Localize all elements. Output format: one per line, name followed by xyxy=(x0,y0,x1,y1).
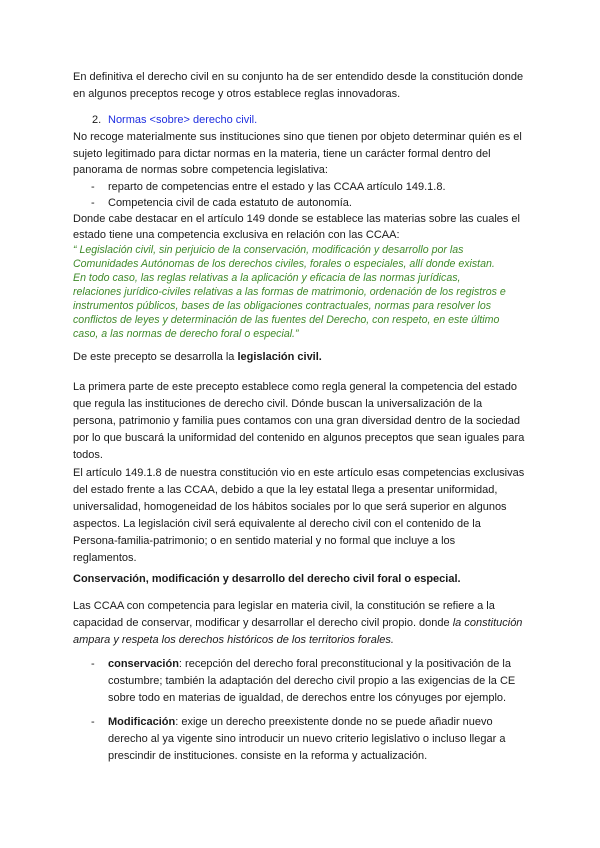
list-item-text: Competencia civil de cada estatuto de autonomía. xyxy=(108,196,352,209)
text: De este precepto se desarrolla la xyxy=(73,350,238,363)
subheading: Conservación, modificación y desarrollo del derecho civil foral o especial. xyxy=(73,572,461,585)
paragraph-normas: No recoge materialmente sus instituciones sino que tienen por objeto determinar quién es el sujeto legitimado para dictar normas en la materia, tiene un carácter formal dentro del panorama de normas sobre competencia legislativa: xyxy=(73,131,522,176)
paragraph-articulo-149: Donde cabe destacar en el artículo 149 donde se establece las materias sobre las cuales el estado tiene una competencia exclusiva en relación con las CCAA: xyxy=(73,212,520,241)
paragraph-intro: En definitiva el derecho civil en su conjunto ha de ser entendido desde la constitución donde en algunos preceptos recoge y otros establece reglas innovadoras. xyxy=(73,71,524,100)
section-number: 2. xyxy=(92,114,102,126)
list-item xyxy=(91,656,593,707)
section-title: Normas <sobre> derecho civil. xyxy=(108,114,258,126)
list-item-text: reparto de competencias entre el estado y las CCAA artículo 149.1.8. xyxy=(108,180,446,193)
list-item xyxy=(91,714,593,765)
list-item-text: : exige un derecho preexistente donde no se puede añadir nuevo derecho al ya vigente sino introducir un nuevo criterio legislativo o incluso llegar a prescindir de instituciones. consiste en la reforma y actualización. xyxy=(108,715,506,762)
bold-text: legislación civil. xyxy=(237,350,322,363)
paragraph-primera-parte: La primera parte de este precepto establece como regla general la competencia del estado que regula las instituciones de derecho civil. Dónde buscan la universalización de la persona, patrimonio y familia pues contamos con una gran diversidad dentro de la sociedad por lo que buscará la uniformidad del contenido en algunos preceptos que sean iguales para todos. xyxy=(73,380,525,461)
list-item xyxy=(91,179,593,195)
list-item-text: : recepción del derecho foral preconstitucional y la positivación de la costumbre; también la adaptación del derecho civil propio a las exigencias de la CE sobre todo en materias de igualdad, de derechos entre los cónyuges por ejemplo. xyxy=(108,657,516,704)
text: Las CCAA con competencia para legislar en materia civil, la constitución se refiere a la capacidad de conservar, modificar y desarrollar el derecho civil propio. donde xyxy=(73,599,495,629)
list-item xyxy=(91,195,593,211)
bullet-dash: - xyxy=(91,196,95,209)
paragraph-precepto xyxy=(73,349,593,366)
bullet-dash: - xyxy=(91,180,95,193)
paragraph-ccaa xyxy=(73,598,593,649)
legal-quote: “ Legislación civil, sin perjuicio de la conservación, modificación y desarrollo por las Comunidades Autónomas de los derechos civiles, forales o especiales, allí donde existan. En todo caso, las reglas relativas a la aplicación y eficacia de las normas jurídicas, relaciones jurídico-civiles relativas a las formas de matrimonio, ordenación de los registros e instrumentos públicos, bases de las obligaciones contractuales, normas para resolver los conflictos de leyes y determinación de las fuentes del Derecho, con respeto, en este último caso, a las normas de derecho foral o especial.” xyxy=(73,243,506,340)
italic-text: la constitución ampara y respeta los derechos históricos de los territorios forales. xyxy=(73,616,523,646)
section-heading-2 xyxy=(92,112,593,129)
paragraph-articulo-149-1-8: El artículo 149.1.8 de nuestra constitución vio en este artículo esas competencias exclusivas del estado frente a las CCAA, debido a que la ley estatal llega a presentar uniformidad, universalidad, homogeneidad de los hábitos sociales por lo que será superior en algunos aspectos. La legislación civil será equivalente al derecho civil con el contenido de la Persona-familia-patrimonio; o en sentido material y no formal que incluye a los reglamentos. xyxy=(73,466,525,564)
list-item-term: conservación xyxy=(108,657,179,670)
bullet-dash: - xyxy=(91,657,95,670)
bullet-dash: - xyxy=(91,715,95,728)
list-item-term: Modificación xyxy=(108,715,176,728)
